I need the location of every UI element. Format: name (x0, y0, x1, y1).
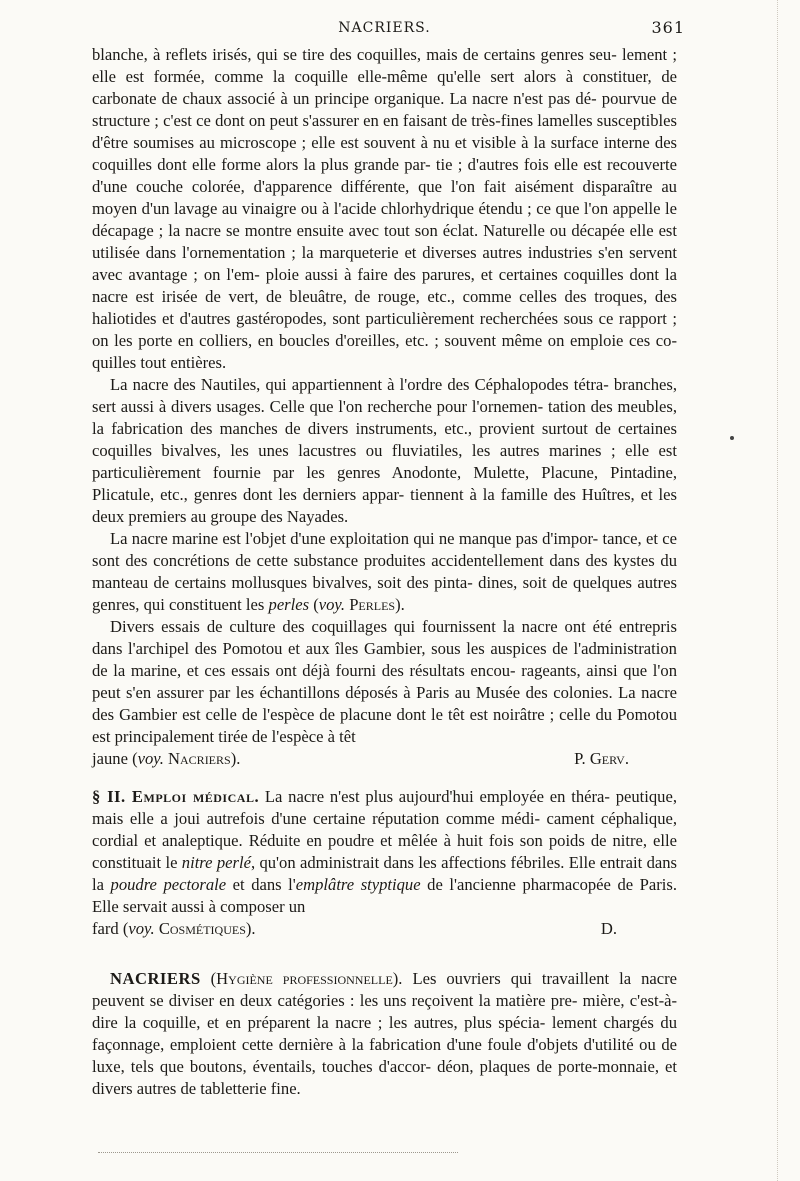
see-ref: voy. (318, 595, 346, 614)
running-title: NACRIERS. (338, 20, 431, 36)
line: de l'ancienne pharmacopée de Paris. Elle servait aussi à composer un (92, 875, 677, 916)
cross-reference: Cosmétiques (158, 919, 246, 938)
line: Musée des colonies. La nacre des Gambier est celle de l'espèce de placune dont (92, 683, 677, 724)
line: déon, plaques de porte-monnaie, et divers autres de tabletterie fine. (92, 1057, 678, 1098)
body-text (92, 44, 677, 1100)
section-heading: § II. Emploi médical. (92, 787, 260, 806)
paragraph-4-last-line (92, 748, 677, 770)
line: lement ; elle est formée, comme la coquille elle-même qu'elle sert alors à constituer, (92, 45, 677, 86)
line: quilles tout entières. (92, 353, 227, 372)
line: cament céphalique, cordial et analeptique. Réduite en poudre et mêlée à huit (92, 809, 677, 850)
line: et dans l' (226, 875, 296, 894)
line: entrepris dans l'archipel des Pomotou et aux îles Gambier, sous les auspices de (92, 617, 677, 658)
entry-subheading: (Hygiène professionnelle). (210, 969, 403, 988)
term-perles: perles (268, 595, 310, 614)
line: les autres marines ; elle est particulièrement fournie par les genres Anodonte, (92, 441, 677, 482)
term-styptique: styptique (360, 875, 421, 894)
bottom-dotted-line (98, 1152, 458, 1153)
line: l'administration de la marine, et ces essais ont déjà fourni des résultats encou- (92, 639, 677, 680)
line: branches, sert aussi à divers usages. Celle que l'on recherche pour l'ornemen- (92, 375, 677, 416)
line: tance, et ce sont des concrétions de cette substance produites accidentellement (92, 529, 677, 570)
paragraph-2 (92, 374, 677, 528)
paragraph-1 (92, 44, 677, 374)
line: La nacre n'est plus aujourd'hui employée en théra- (259, 787, 610, 806)
line: Divers essais de culture des coquillages qui fournissent la nacre ont été (110, 617, 612, 636)
paragraph-4 (92, 616, 677, 748)
line: rageants, ainsi que l'on peut s'en assurer par les échantillons déposés à Paris au (92, 661, 677, 702)
line: de carbonate de chaux associé à un principe organique. La nacre n'est pas dé- (92, 67, 677, 108)
entry-heading: NACRIERS (110, 969, 201, 988)
paragraph-6 (92, 968, 677, 1100)
line: fard ( (92, 919, 129, 938)
line: jaune ( (92, 749, 138, 768)
line: chlorhydrique étendu ; ce que l'on appelle le décapage ; la nacre se montre ensuite (92, 199, 677, 240)
see-ref: voy. (137, 749, 164, 768)
page-number: 361 (651, 18, 685, 37)
section-nacriers-hygiene (92, 968, 677, 1100)
line: nacre peuvent se diviser en deux catégories : les uns reçoivent la matière pre- (92, 969, 677, 1010)
paragraph-5 (92, 786, 677, 918)
line: d'autres gastéropodes, sont particulièrement recherchées sous ce rapport ; on les (92, 309, 677, 350)
line: dans des kystes du manteau de certains mollusques bivalves, soit des pinta- (92, 551, 678, 592)
line: fois son poids de nitre, elle constituait le (92, 831, 677, 872)
line: provient surtout de certaines coquilles bivalves, les unes lacustres ou fluviatiles, (92, 419, 677, 460)
paragraph-3: La nacre marine est l'objet d'une exploitation qui ne manque pas d'impor- tance, et ce sont des concrétions de cette substance produites accidentellement dans des kystes du manteau de certains mollusques bivalves, soit des pinta- dines, soit de quelques autres genres, qui constituent les perles (voy. Perles). (92, 529, 678, 614)
running-head (92, 18, 685, 44)
line: Les ouvriers qui travaillent la (402, 969, 632, 988)
author-signature: P. Gerv. (574, 749, 629, 768)
margin-dotted-rule (777, 0, 786, 1181)
line: foule d'objets d'utilité ou de luxe, tels que boutons, éventails, touches d'accor- (92, 1035, 677, 1076)
line: lement chargés du façonnage, emploient cette dernière à la fabrication d'une (92, 1013, 677, 1054)
paragraph-5-last-line (92, 918, 677, 940)
cross-reference: Perles (349, 595, 396, 614)
line: Mulette, Placune, Pintadine, Plicatule, etc., genres dont les derniers appar- (92, 463, 677, 504)
line: La nacre marine est l'objet d'une exploitation qui ne manque pas d'impor- (110, 529, 599, 548)
line: que l'on fait aisément disparaître au moyen d'un lavage au vinaigre ou à l'acide (92, 177, 677, 218)
ink-spot (730, 436, 734, 440)
line: tie ; d'autres fois elle est recouverte d'une couche colorée, d'apparence différente, (92, 155, 677, 196)
author-signature: D. (600, 919, 617, 938)
line: tation des meubles, la fabrication des manches de divers instruments, etc., (92, 397, 677, 438)
line: avec tout son éclat. Naturelle ou décapée elle est utilisée dans l'ornementation ; (92, 221, 678, 262)
line: La nacre des Nautiles, qui appartiennent à l'ordre des Céphalopodes tétra- (110, 375, 609, 394)
line: lamelles susceptibles d'être soumises au microscope ; elle est souvent à nu et (92, 111, 677, 152)
line: ploie aussi à faire des parures, et certaines coquilles dont la nacre est irisée de (92, 265, 677, 306)
line: porte en colliers, en boucles d'oreilles, etc. ; souvent même on emploie ces co- (138, 331, 677, 350)
see-ref: voy. (128, 919, 155, 938)
cross-reference: Nacriers (168, 749, 231, 768)
term-emplatre: emplâtre (295, 875, 355, 894)
last-line-text: fard (voy. Cosmétiques). (92, 919, 256, 938)
line: vert, de bleuâtre, de rouge, etc., comme celles des troques, des haliotides et (92, 287, 677, 328)
line: les affections fébriles. Elle entrait dans la (92, 853, 677, 894)
page (92, 18, 685, 1100)
line: tiennent à la famille des Huîtres, et les deux premiers au groupe des Nayades. (92, 485, 677, 526)
last-line-text: jaune (voy. Nacriers). (92, 749, 241, 768)
line: dines, soit de quelques autres genres, qui constituent les (92, 573, 677, 614)
line: pourvue de structure ; c'est ce dont on peut s'assurer en en faisant de très-fines (92, 89, 677, 130)
term-poudre-pectorale: poudre pectorale (110, 875, 227, 894)
line: le têt est noirâtre ; celle du Pomotou est principalement tirée de l'espèce à têt (92, 705, 677, 746)
section-emploi-medical (92, 786, 677, 940)
line: peutique, mais elle a joui autrefois d'une certaine réputation comme médi- (92, 787, 677, 828)
line: mière, c'est-à-dire la coquille, et en préparent la nacre ; les autres, plus spécia- (92, 991, 677, 1032)
term-nitre-perle: nitre perlé (181, 853, 251, 872)
line: visible à la surface interne des coquilles dont elle forme alors la plus grande par- (92, 133, 678, 174)
line: , qu'on administrait dans (250, 853, 414, 872)
line: blanche, à reflets irisés, qui se tire des coquilles, mais de certains genres seu- (92, 45, 617, 64)
line: la marqueterie et diverses autres industries s'en servent avec avantage ; on l'em- (92, 243, 677, 284)
